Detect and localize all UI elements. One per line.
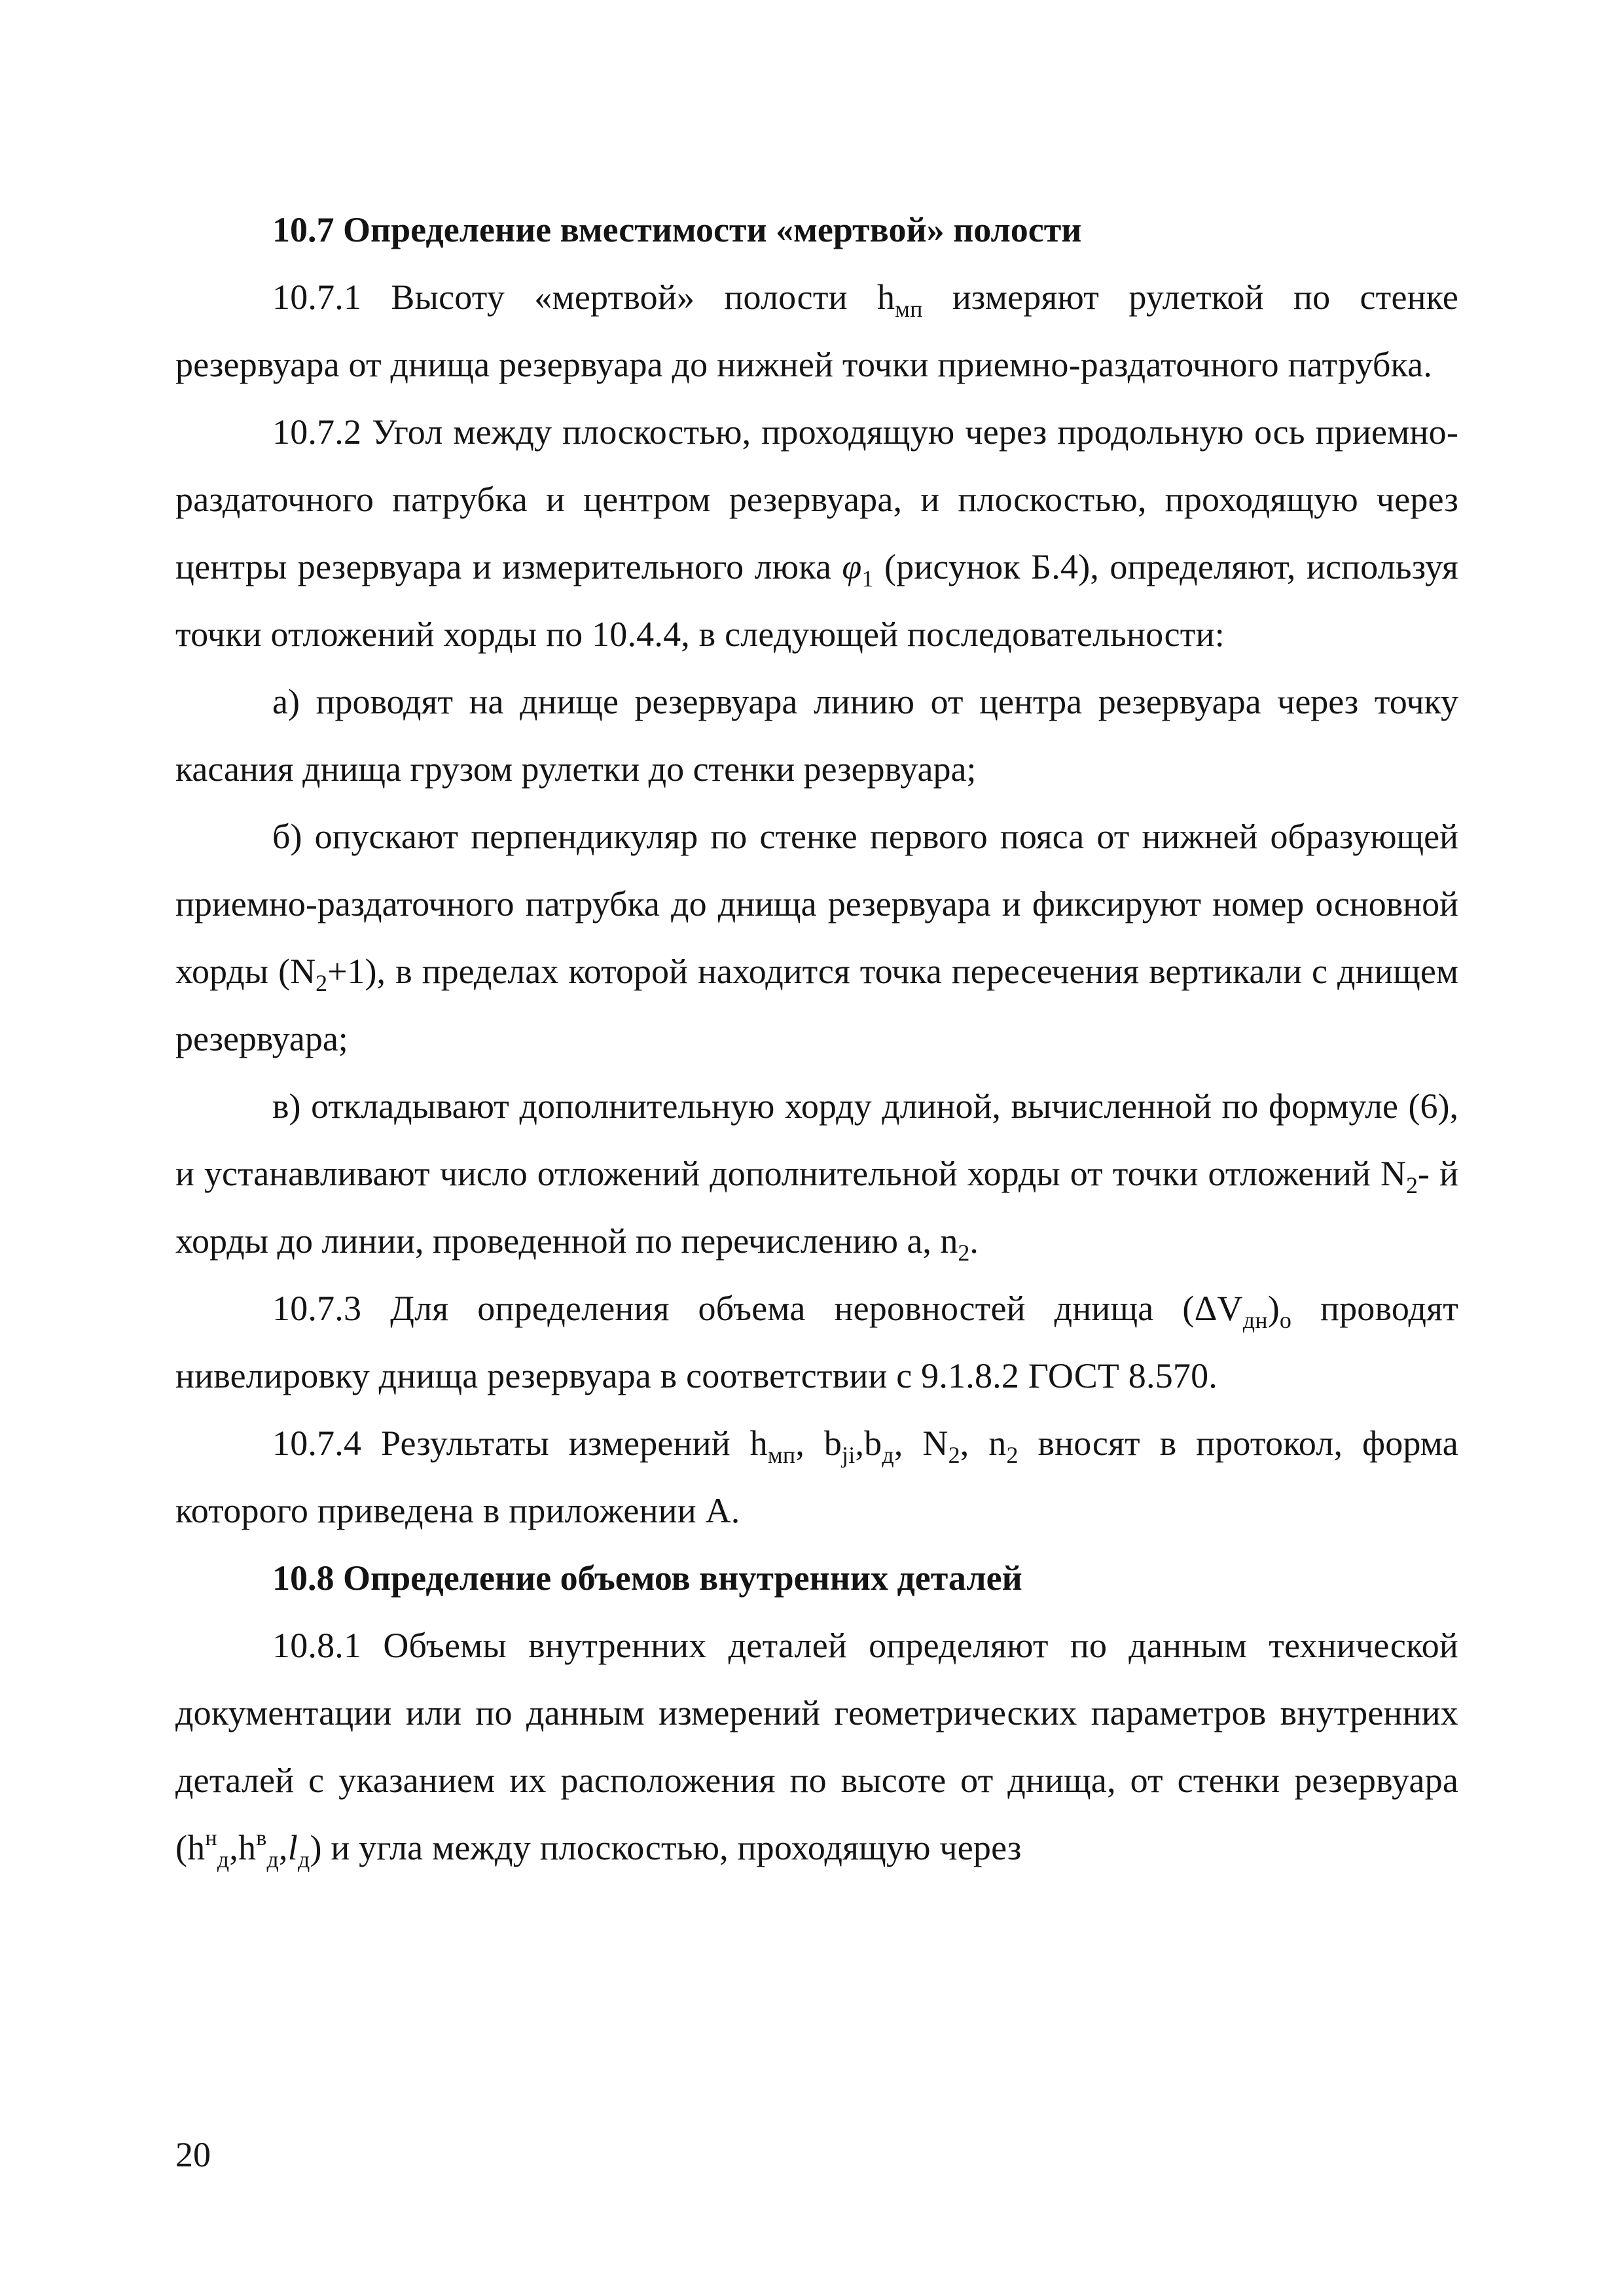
- text-run: , b: [795, 1424, 842, 1463]
- list-item-a: а) проводят на днище резервуара линию от центра резервуара через точку касания днища грузом рулетки до стенки резервуара;: [175, 682, 1458, 789]
- paragraph-10-7-1: [175, 264, 1458, 399]
- symbol-l: l: [287, 1828, 298, 1867]
- subscript: д: [882, 1442, 894, 1468]
- text-run: 10.7.3 Для определения объема неровностей днища (ΔV: [272, 1289, 1243, 1328]
- text-run: 10.7.1 Высоту «мертвой» полости: [272, 278, 877, 317]
- page-number: 20: [175, 2135, 211, 2174]
- section-heading-10-7: 10.7 Определение вместимости «мертвой» полости: [272, 210, 1082, 249]
- text-run: , N: [893, 1424, 948, 1463]
- subscript: 1: [861, 565, 874, 592]
- text-run: +1), в пределах которой находится точка пересечения вертикали с днищем резервуара;: [175, 952, 1459, 1058]
- text-run: , n: [960, 1424, 1007, 1463]
- symbol-phi: φ: [842, 547, 862, 586]
- text-run: вносят в протокол, форма которого приведена в приложении А.: [175, 1424, 1458, 1530]
- text-run: ,b: [855, 1424, 882, 1463]
- text-run: проводят нивелировку днища резервуара в соответствии с 9.1.8.2 ГОСТ 8.570.: [175, 1289, 1458, 1395]
- text-run: 10.8.1 Объемы внутренних деталей определяют по данным технической документации или по данным измерений геометрических параметров внутренних деталей с указанием их расположения по высоте от днища, от стенки резервуара (h: [175, 1626, 1458, 1867]
- text-run: ): [1267, 1289, 1280, 1328]
- paragraph-10-7-4: [175, 1410, 1458, 1545]
- subscript: мп: [767, 1442, 796, 1468]
- subscript: дн: [1242, 1307, 1268, 1333]
- text-run: в) откладывают дополнительную хорду длиной, вычисленной по формуле (6), и устанавливают число отложений дополнительной хорды от точки отложений N: [175, 1086, 1458, 1193]
- subscript: 2: [948, 1442, 960, 1468]
- subscript: ji: [842, 1442, 856, 1468]
- text-run: .: [969, 1221, 979, 1261]
- text-run: б) опускают перпендикуляр по стенке первого пояса от нижней образующей приемно-раздаточного патрубка до днища резервуара и фиксируют номер основной хорды (N: [175, 817, 1458, 991]
- list-item-v: [175, 1073, 1458, 1275]
- text-run: ) и угла между плоскостью, проходящую через: [310, 1828, 1022, 1867]
- text-run: 10.7.2 Угол между плоскостью, проходящую через продольную ось приемно-раздаточного патрубка и центром резервуара, и плоскостью, проходящую через центры резервуара и измерительного люка: [175, 412, 1458, 586]
- text-run: 10.7.4 Результаты измерений h: [272, 1424, 768, 1463]
- text-run: измеряют рулеткой по стенке резервуара от днища резервуара до нижней точки приемно-раздаточного патрубка.: [175, 278, 1458, 384]
- subscript: д: [297, 1846, 310, 1873]
- list-item-b: [175, 803, 1458, 1073]
- paragraph-10-8-1: [175, 1612, 1458, 1882]
- subscript: д: [217, 1846, 230, 1873]
- text-run: (рисунок Б.4), определяют, используя точки отложений хорды по 10.4.4, в следующей последовательности:: [175, 547, 1458, 654]
- text-run: - й хорды до линии, проведенной по перечислению а, n: [175, 1154, 1458, 1261]
- subscript: д: [266, 1846, 280, 1873]
- subscript: 2: [958, 1240, 970, 1266]
- paragraph-10-7-2: [175, 399, 1458, 668]
- subscript: о: [1279, 1307, 1292, 1333]
- text-run: ,h: [229, 1828, 257, 1867]
- subscript: 2: [316, 970, 328, 996]
- section-heading-10-8: 10.8 Определение объемов внутренних деталей: [272, 1558, 1022, 1598]
- subscript: 2: [1006, 1442, 1019, 1468]
- subscript: мп: [895, 296, 923, 322]
- superscript: в: [256, 1826, 267, 1850]
- symbol-h: h: [876, 278, 895, 317]
- text-block: [175, 196, 1458, 1882]
- subscript: 2: [1406, 1172, 1418, 1198]
- text-run: ,: [279, 1828, 288, 1867]
- superscript: н: [205, 1826, 217, 1850]
- paragraph-10-7-3: [175, 1275, 1458, 1410]
